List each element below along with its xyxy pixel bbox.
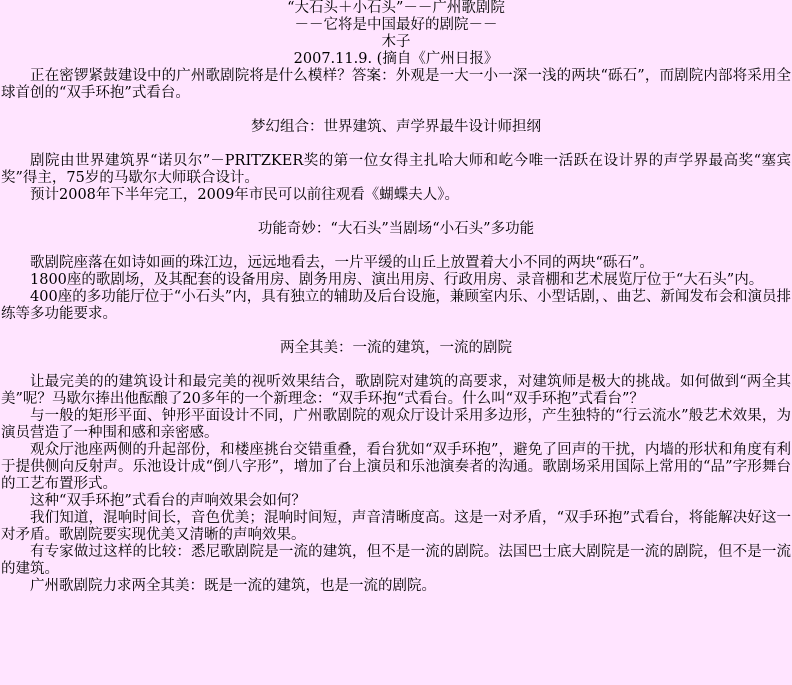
spacer xyxy=(1,204,791,221)
paragraph: 与一般的矩形平面、钟形平面设计不同，广州歌剧院的观众厅设计采用多边形，产生独特的“行云流水”般艺术效果，为演员营造了一种围和感和亲密感。 xyxy=(1,408,791,441)
paragraph: 歌剧院座落在如诗如画的珠江边，远远地看去，一片平缓的山丘上放置着大小不同的两块“砾石”。 xyxy=(30,255,654,271)
spacer xyxy=(1,136,791,153)
paragraph: 这种“双手环抱”式看台的声响效果会如何？ xyxy=(30,493,306,509)
spacer xyxy=(1,238,791,255)
paragraph: 让最完美的的建筑设计和最完美的视听效果结合，歌剧院对建筑的高要求，对建筑师是极大的挑战。如何做到“两全其美”呢？马歇尔捧出他酝酿了20多年的一个新理念：“双手环抱“式看台。什么叫“双手环抱”式看台”？ xyxy=(1,374,791,407)
spacer xyxy=(1,357,791,374)
paragraph: 有专家做过这样的比较：悉尼歌剧院是一流的建筑，但不是一流的剧院。法国巴士底大剧院是一流的剧院，但不是一流的建筑。 xyxy=(1,544,791,577)
article-author: 木子 xyxy=(381,34,411,50)
paragraph: 广州歌剧院力求两全其美：既是一流的建筑，也是一流的剧院。 xyxy=(30,578,436,594)
article-header xyxy=(1,0,791,68)
article-subtitle: －－它将是中国最好的剧院－－ xyxy=(294,17,498,33)
paragraph: 1800座的歌剧场，及其配套的设备用房、剧务用房、演出用房、行政用房、录音棚和艺术展览厅位于“大石头”内。 xyxy=(30,272,764,288)
section-heading: 两全其美：一流的建筑，一流的剧院 xyxy=(280,340,512,356)
article-title: “大石头＋小石头”－－广州歌剧院 xyxy=(287,0,505,16)
paragraph: 我们知道，混响时间长，音色优美；混响时间短，声音清晰度高。这是一对矛盾，“双手环抱”式看台，将能解决好这一对矛盾。歌剧院要实现优美又清晰的声响效果。 xyxy=(1,510,791,543)
paragraph: 预计2008年下半年完工，2009年市民可以前往观看《蝴蝶夫人》。 xyxy=(30,187,460,203)
paragraph: 400座的多功能厅位于“小石头”内，具有独立的辅助及后台设施，兼顾室内乐、小型话剧，、曲艺、新闻发布会和演员排练等多功能要求。 xyxy=(1,289,791,322)
spacer xyxy=(1,323,791,340)
section-heading: 梦幻组合：世界建筑、声学界最牛设计师担纲 xyxy=(251,119,541,135)
spacer xyxy=(1,102,791,119)
paragraph: 剧院由世界建筑界“诺贝尔”－PRITZKER奖的第一位女得主扎哈大师和屹今唯一活跃在设计界的声学界最高奖“塞宾奖”得主，75岁的马歇尔大师联合设计。 xyxy=(1,153,791,186)
section-heading: 功能奇妙：“大石头”当剧场“小石头”多功能 xyxy=(257,221,535,237)
intro-paragraph: 正在密锣紧鼓建设中的广州歌剧院将是什么模样？答案：外观是一大一小一深一浅的两块“砾石”，而剧院内部将采用全球首创的“双手环抱”式看台。 xyxy=(1,68,791,101)
paragraph: 观众厅池座两侧的升起部份，和楼座挑台交错重叠，看台犹如“双手环抱”，避免了回声的干扰，内墙的形状和角度有利于提供侧向反射声。乐池设计成“倒八字形”，增加了台上演员和乐池演奏者的沟通。歌剧场采用国际上常用的“品”字形舞台的工艺布置形式。 xyxy=(1,442,791,492)
article-date-source: 2007.11.9. (摘自《广州日报》 xyxy=(293,51,499,67)
